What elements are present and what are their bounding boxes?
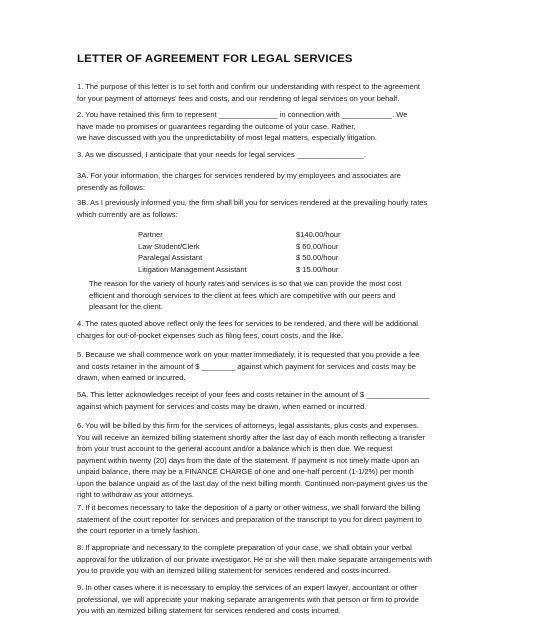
paragraph xyxy=(77,582,491,617)
paragraph xyxy=(77,81,491,104)
paragraph-line: which currently are as follows: xyxy=(77,209,178,219)
paragraph-line: presently as follows: xyxy=(77,182,145,192)
paragraph-line: 6. You will be billed by this firm for the services of attorneys, legal assistants, plus costs and expenses. xyxy=(77,421,419,430)
paragraph-line: professional, we will appreciate your making separate arrangements with that person or firm to provide xyxy=(77,594,419,604)
paragraph xyxy=(77,542,491,577)
rate-value: $ 50.00/hour xyxy=(296,253,339,262)
paragraph-line: 5. Because we shall commence work on your matter immediately, it is requested that you provide a fee xyxy=(77,350,420,359)
rate-row xyxy=(138,241,378,253)
rate-value: $ 15.00/hour xyxy=(296,264,339,274)
paragraph-line: unpaid balance, there may be a FINANCE CHARGE of one and one-half percent (1-1/2%) per month xyxy=(77,467,414,476)
paragraph-line: from your trust account to the general account and/or a balance which is then due. We request xyxy=(77,444,393,453)
rate-row xyxy=(138,229,378,241)
rate-value: $140.00/hour xyxy=(296,230,341,239)
paragraph xyxy=(77,420,491,501)
rate-row xyxy=(138,264,378,276)
paragraph-line: You will receive an itemized billing statement shortly after the last day of each month reflecting a transfer xyxy=(77,432,425,442)
paragraph-line: you with an itemized billing statement for services rendered and costs incurred. xyxy=(77,606,341,615)
paragraph-line: charges for out-of-pocket expenses such as filing fees, court costs, and the like. xyxy=(77,330,343,340)
paragraph-line: for your payment of attorneys' fees and costs, and our rendering of legal services on your behalf. xyxy=(77,93,400,103)
paragraph-line: 7. If it becomes necessary to take the deposition of a party or other witness, we shall forward the billing xyxy=(77,503,421,512)
paragraph-line: The reason for the variety of hourly rates and services is so that we can provide the most cost xyxy=(89,279,402,288)
paragraph-line: efficient and thorough services to the client at fees which are competitive with our peers and xyxy=(89,290,396,300)
paragraph-line: the court reporter in a timely fashion. xyxy=(77,526,200,535)
paragraph-line: upon the balance unpaid as of the last day of the next billing month. Continued non-payment gives us the xyxy=(77,478,428,488)
paragraph xyxy=(77,197,491,220)
paragraph-line: 5A. This letter acknowledges receipt of your fees and costs retainer in the amount of $ _______________ xyxy=(77,390,430,399)
paragraph-line: 9. In other cases where it is necessary to employ the services of an expert lawyer, accountant or other xyxy=(77,583,418,592)
paragraph-line: 3A. For your information, the charges for services rendered by my employees and associates are xyxy=(77,171,401,180)
paragraph xyxy=(77,170,491,193)
paragraph-line: 8. If appropriate and necessary to the complete preparation of your case, we shall obtain your verbal xyxy=(77,543,412,552)
paragraph xyxy=(89,278,491,313)
paragraph-line: you to provide you with an itemized billing statement for services rendered and costs incurred. xyxy=(77,566,391,575)
document-title: LETTER OF AGREEMENT FOR LEGAL SERVICES xyxy=(77,53,353,65)
paragraph xyxy=(77,318,491,341)
paragraph-line: have made no promises or guarantees regarding the outcome of your case. Rather, xyxy=(77,121,356,131)
paragraph-line: right to withdraw as your attorneys. xyxy=(77,490,195,499)
paragraph xyxy=(77,349,491,384)
paragraph-line: and costs retainer in the amount of $ ________ against which payment for services and costs may be xyxy=(77,361,416,371)
paragraph-line: 3B. As I previously informed you, the firm shall bill you for services rendered at the prevailing hourly rates xyxy=(77,198,428,207)
rate-label: Paralegal Assistant xyxy=(138,253,203,262)
rate-label: Partner xyxy=(138,230,163,239)
paragraph xyxy=(77,109,491,144)
paragraph xyxy=(77,502,491,537)
paragraph-line: 3. As we discussed, I anticipate that your needs for legal services ________________. xyxy=(77,150,367,159)
paragraph-line: we have discussed with you the unpredictability of most legal matters, especially litigation. xyxy=(77,133,377,142)
paragraph-line: 4. The rates quoted above reflect only the fees for services to be rendered, and there will be additional xyxy=(77,319,418,328)
paragraph-line: statement of the court reporter for services and preparation of the transcript to you for direct payment to xyxy=(77,514,422,524)
paragraph xyxy=(77,389,491,412)
rate-label: Law Student/Clerk xyxy=(138,241,200,251)
paragraph-line: pleasant for the client. xyxy=(89,302,163,311)
paragraph-line: payment within twenty (20) days from the date of the statement. If payment is not timely made upon an xyxy=(77,455,420,465)
rate-value: $ 60.00/hour xyxy=(296,241,339,251)
paragraph-line: 2. You have retained this firm to represent ______________ in connection with ____________. We xyxy=(77,110,408,119)
rate-row xyxy=(138,252,378,264)
paragraph-line: 1. The purpose of this letter is to set forth and confirm our understanding with respect to the agreement xyxy=(77,82,421,91)
rate-label: Litigation Management Assistant xyxy=(138,264,247,274)
paragraph xyxy=(77,149,491,161)
paragraph-line: approval for the utilization of our private investigator. He or she will then make separate arrangements with xyxy=(77,554,432,564)
paragraph-line: against which payment for services and costs may be drawn, when earned or incurred. xyxy=(77,401,367,411)
paragraph-line: drawn, when earned or incurred. xyxy=(77,373,186,382)
rate-table xyxy=(138,229,378,275)
